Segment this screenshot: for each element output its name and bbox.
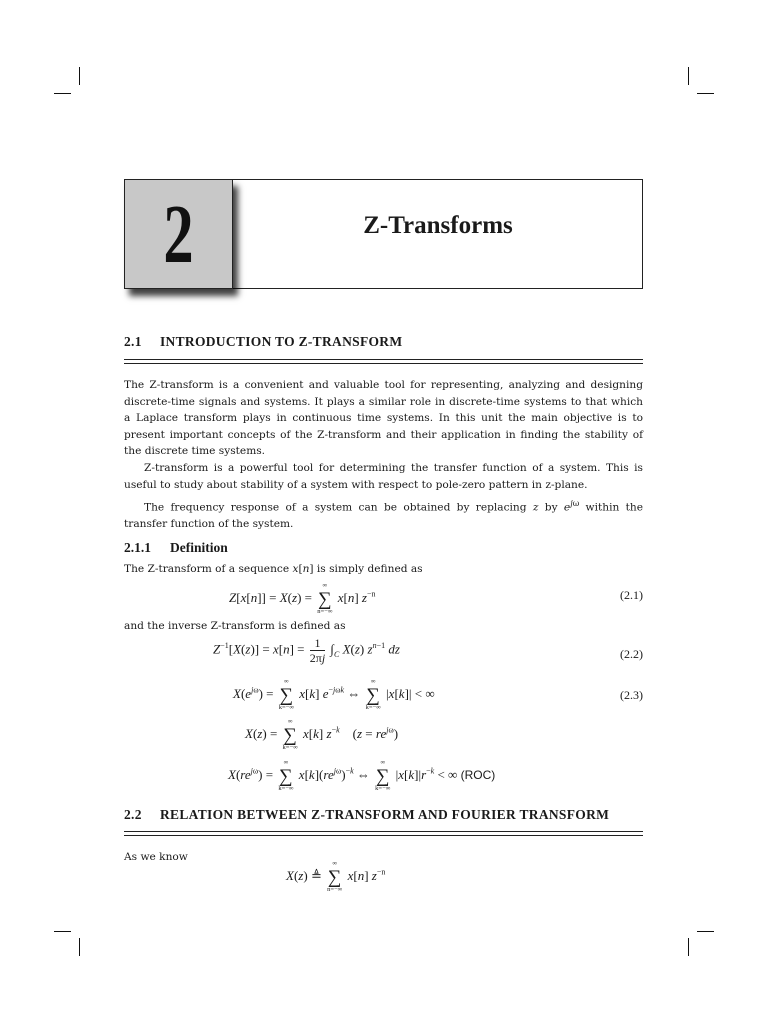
equation-number-2-2: (2.2) (620, 647, 643, 661)
crop-mark-top-left-v (79, 67, 80, 85)
crop-mark-bottom-left-h (54, 931, 71, 932)
definition-text: The Z-transform of a sequence x[n] is simply defined as (124, 563, 423, 575)
crop-mark-bottom-right-v (688, 938, 689, 956)
section-number: 2.2 (124, 807, 142, 822)
roc-label: (ROC) (460, 767, 496, 782)
subsection-number: 2.1.1 (124, 540, 151, 555)
section-divider (124, 831, 643, 836)
equation-number-2-3: (2.3) (620, 688, 643, 702)
paragraph-frequency-response: The frequency response of a system can be obtained by replacing z by $e^{j\omega}$ within the transfer function of the system. (124, 499, 643, 531)
equation-number-2-1: (2.1) (620, 588, 643, 602)
crop-mark-top-right-v (688, 67, 689, 85)
chapter-number: 2 (163, 187, 194, 281)
crop-mark-top-right-h (697, 93, 714, 94)
section-heading-2-1 (124, 334, 402, 350)
crop-mark-bottom-left-v (79, 938, 80, 956)
equation-roc: $X(re^{j\omega})$ = ∞ ∑ k=−∞ $x[k](re^{j\omega})^{-k}$ ⇔ ∞ ∑ k=−∞ $|x[k]|r^{-k}$ < ∞ (ROC) (228, 759, 496, 792)
section-title: RELATION BETWEEN Z-TRANSFORM AND FOURIER TRANSFORM (160, 807, 610, 822)
section-heading-2-2 (124, 807, 609, 823)
equation-z-polar: X(z) = ∞ ∑ k=−∞ x[k] $z^{-k}$ $(z = re^{j\omega})$ (245, 718, 399, 751)
section-divider (124, 359, 643, 364)
section-number: 2.1 (124, 334, 142, 349)
inverse-definition-text: and the inverse Z-transform is defined as (124, 620, 346, 632)
equation-2-1: Z[x[n]] = X(z) = ∞ ∑ n=−∞ x[n] $z^{-n}$ (229, 582, 376, 615)
equation-z-transform-def: X(z) ≜ ∞ ∑ n=−∞ x[n] $z^{-n}$ (286, 860, 386, 893)
section-title: INTRODUCTION TO Z-TRANSFORM (160, 334, 403, 349)
crop-mark-bottom-right-h (697, 931, 714, 932)
crop-mark-top-left-h (54, 93, 71, 94)
subsection-title: Definition (170, 540, 228, 555)
chapter-title: Z-Transforms (363, 212, 513, 239)
equation-2-2: $Z^{-1}[X(z)] = x[n]$ = $\frac{1}{2\pi j}$ $\int_C$ X(z) $z^{n-1}$ dz (213, 636, 400, 665)
as-we-know-text: As we know (124, 851, 188, 863)
equation-2-3: $X(e^{j\omega})$ = ∞ ∑ k=−∞ x[k] $e^{-j\omega k}$ ⇔ ∞ ∑ k=−∞ |x[k]| < ∞ (233, 678, 435, 711)
subsection-heading (124, 540, 228, 556)
paragraph-transfer-function: Z-transform is a powerful tool for determining the transfer function of a system. This is useful to study about stability of a system with respect to pole-zero pattern in z-plane. (124, 462, 643, 491)
paragraph-intro: The Z-transform is a convenient and valuable tool for representing, analyzing and designing discrete-time signals and systems. It plays a similar role in discrete-time systems to that which a Laplace transform plays in continuous time systems. In this unit the main objective is to present important concepts of the Z-transform and their application in finding the stability of the discrete time systems. (124, 379, 643, 458)
